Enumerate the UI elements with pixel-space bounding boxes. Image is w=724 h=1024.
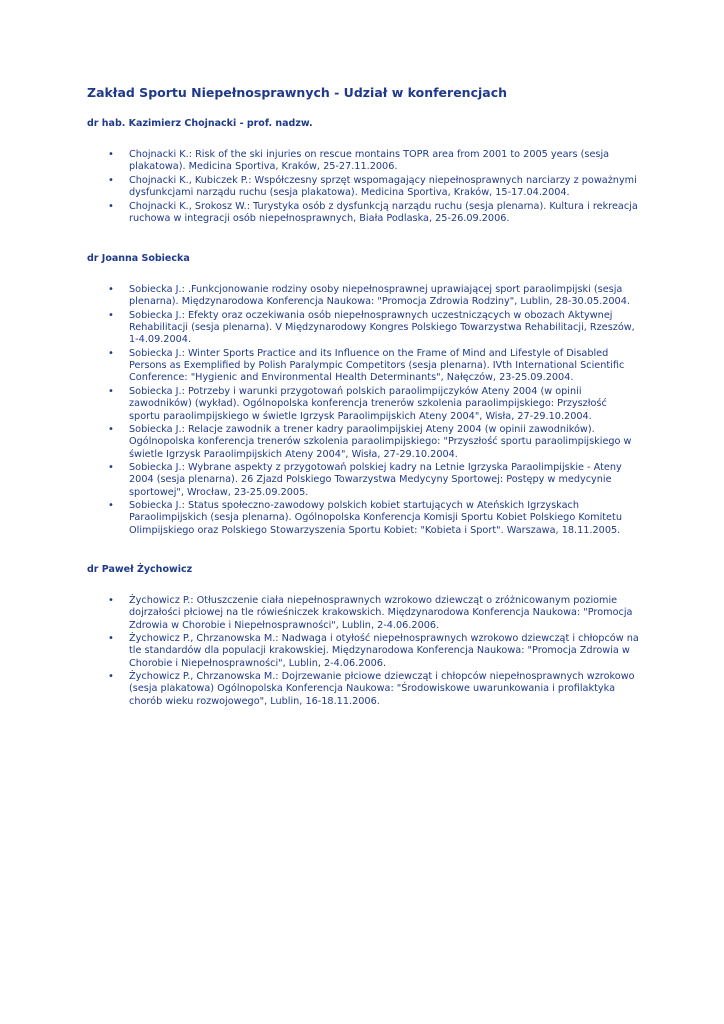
entry-text: Chojnacki K.: Risk of the ski injuries on rescue montains TOPR area from 2001 to 2005 years (sesja plakatowa). Medicina Sportiva, Kraków, 25-27.11.2006. (129, 149, 610, 173)
entry-text: Chojnacki K., Srokosz W.: Turystyka osób z dysfunkcją narządu ruchu (sesja plenarna). Kultura i rekreacja ruchowa w integracji osób niepełnosprawnych, Biała Podlaska, 25-26.09.2006. (129, 200, 638, 224)
entry-text: Chojnacki K., Kubiczek P.: Współczesny sprzęt wspomagający niepełnosprawnych narciarzy z poważnymi dysfunkcjami narządu ruchu (sesja plakatowa). Medicina Sportiva, Kraków, 15-17.04.2004. (129, 174, 637, 199)
bullet-icon: • (108, 149, 114, 160)
section-sobiecka (87, 253, 647, 536)
bullet-icon: • (108, 462, 114, 474)
bullet-icon: • (108, 633, 114, 645)
author-heading: dr Joanna Sobiecka (87, 253, 190, 264)
bullet-icon: • (108, 500, 114, 512)
list-item (108, 633, 639, 670)
list-item (108, 347, 639, 385)
entry-text: Żychowicz P., Chrzanowska M.: Nadwaga i otyłość niepełnosprawnych wzrokowo dziewcząt i chłopców na tle standardów dla populacji krakowskiej. Międzynarodowa Konferencja Naukowa: "Promocja Zdrowia w Chorobie i Niepełnosprawności", Lublin, 2-4.06.2006. (129, 633, 639, 669)
list-item (108, 284, 639, 309)
bullet-icon: • (108, 309, 114, 321)
entry-text: Sobiecka J.: Potrzeby i warunki przygotowań polskich paraolimpijczyków Ateny 2004 (w opinii zawodników) (wykład). Ogólnopolska konferencja trenerów szkolenia paraolimpijskiego: Przyszłość sportu paraolimpijskiego w świetle Igrzysk Paraolimpijskich Ateny 2004", Wisła, 27-29.10.2004. (129, 385, 607, 422)
bullet-icon: • (108, 671, 114, 683)
author-heading: dr Paweł Żychowicz (87, 564, 193, 575)
bullet-icon: • (108, 424, 114, 436)
entry-text: Sobiecka J.: Status społeczno-zawodowy polskich kobiet startujących w Ateńskich Igrzyskach Paraolimpijskich (sesja plenarna). Ogólnopolska Konferencja Komisji Sportu Kobiet Polskiego Komitetu Olimpijskiego oraz Polskiego Stowarzyszenia Sportu Kobiet: "Kobieta i Sport". Warszawa, 18.11.2005. (129, 500, 622, 536)
entry-text: Żychowicz P., Chrzanowska M.: Dojrzewanie płciowe dziewcząt i chłopców niepełnosprawnych wzrokowo (sesja plakatowa) Ogólnopolska Konferencja Naukowa: "Środowiskowe uwarunkowania i profilaktyka chorób wieku rozwojowego", Lublin, 16-18.11.2006. (129, 671, 635, 707)
list-item (108, 424, 639, 461)
list-item (108, 500, 639, 537)
list-item (108, 309, 639, 347)
section-zychowicz (87, 564, 647, 707)
entry-text: Sobiecka J.: .Funkcjonowanie rodziny osoby niepełnosprawnej uprawiającej sport paraolimpijski (sesja plenarna). Międzynarodowa Konferencja Naukowa: "Promocja Zdrowia Rodziny", Lublin, 28-30.05.2004. (129, 284, 630, 308)
list-item (108, 149, 639, 174)
entry-text: Sobiecka J.: Relacje zawodnik a trener kadry paraolimpijskiej Ateny 2004 (w opinii zawodników). Ogólnopolska konferencja trenerów szkolenia paraolimpijskiego: "Przyszłość sportu paraolimpijskiego w świetle Igrzysk Paraolimpijskich Ateny 2004", Wisła, 27-29.10.2004. (129, 424, 632, 460)
list-item (108, 671, 639, 708)
entry-text: Sobiecka J.: Efekty oraz oczekiwania osób niepełnosprawnych uczestniczących w obozach Aktywnej Rehabilitacji (sesja plenarna). V Międzynarodowy Kongres Polskiego Towarzystwa Rehabilitacji, Rzeszów, 1-4.09.2004. (129, 309, 635, 346)
list-item (108, 385, 639, 423)
bullet-icon: • (108, 385, 114, 397)
entry-text: Sobiecka J.: Wybrane aspekty z przygotowań polskiej kadry na Letnie Igrzyska Paraolimpijskie - Ateny 2004 (sesja plenarna). 26 Zjazd Polskiego Towarzystwa Medycyny Sportowej: Postępy w medycynie sportowej", Wrocław, 23-25.09.2005. (129, 462, 622, 498)
conference-list (108, 595, 639, 709)
list-item (108, 595, 639, 632)
page-title: Zakład Sportu Niepełnosprawnych - Udział w konferencjach (87, 85, 508, 100)
bullet-icon: • (108, 174, 114, 186)
conference-list (108, 284, 639, 538)
conference-list (108, 149, 639, 226)
entry-text: Żychowicz P.: Otłuszczenie ciała niepełnosprawnych wzrokowo dziewcząt o zróżnicowanym poziomie dojrzałości płciowej na tle rówieśniczek krakowskich. Międzynarodowa Konferencja Naukowa: "Promocja Zdrowia w Chorobie i Niepełnosprawności", Lublin, 2-4.06.2006. (129, 595, 633, 631)
entry-text: Sobiecka J.: Winter Sports Practice and its Influence on the Frame of Mind and Lifestyle of Disabled Persons as Exemplified by Polish Paralympic Competitors (sesja plenarna). IVth International Scientific Conference: "Hygienic and Environmental Health Determinants", Nałęczów, 23-25.09.2004. (129, 347, 625, 384)
bullet-icon: • (108, 347, 114, 359)
section-chojnacki (87, 118, 647, 224)
bullet-icon: • (108, 284, 114, 295)
bullet-icon: • (108, 595, 114, 606)
list-item (108, 174, 639, 200)
list-item (108, 200, 639, 226)
author-heading: dr hab. Kazimierz Chojnacki - prof. nadzw. (87, 118, 313, 129)
list-item (108, 462, 639, 499)
bullet-icon: • (108, 200, 114, 212)
